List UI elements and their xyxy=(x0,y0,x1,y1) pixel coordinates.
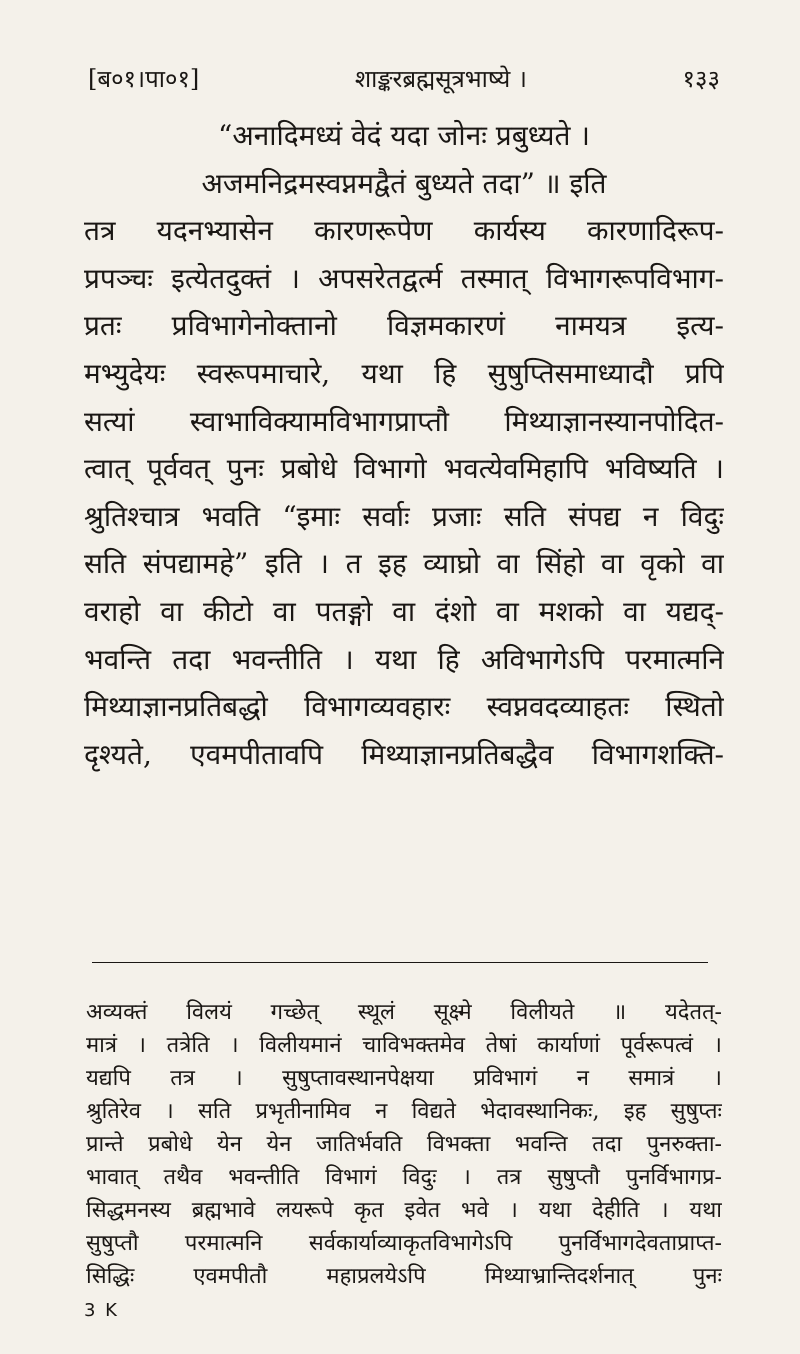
text-line: तत्र यदनभ्यासेन कारणरूपेण कार्यस्य कारणादिरूप- xyxy=(84,214,724,248)
note-line: सिद्धिः एवमपीतौ महाप्रलयेऽपि मिथ्याभ्रान्तिदर्शनात् पुनः xyxy=(86,1264,722,1289)
text-line: सत्यां स्वाभाविक्यामविभागप्राप्तौ मिथ्याज्ञानस्यानपोदित- xyxy=(84,404,724,438)
main-text xyxy=(84,112,724,778)
text-line: भवन्ति तदा भवन्तीति । यथा हि अविभागेऽपि परमात्मनि xyxy=(84,642,724,676)
text-line: मिथ्याज्ञानप्रतिबद्धो विभागव्यवहारः स्वप्नवदव्याहतः स्थितो xyxy=(84,690,724,724)
text-line: दृश्यते, एवमपीतावपि मिथ्याज्ञानप्रतिबद्धैव विभागशक्ति- xyxy=(84,737,724,771)
running-header xyxy=(88,58,720,98)
note-line: अव्यक्तं विलयं गच्छेत् स्थूलं सूक्ष्मे विलीयते ॥ यदेतत्- xyxy=(86,1000,722,1025)
text-line: प्रतः प्रविभागेनोक्तानो विज्ञमकारणं नामयत्र इत्य- xyxy=(84,309,724,343)
text-line: वराहो वा कीटो वा पतङ्गो वा दंशो वा मशको वा यद्यद्- xyxy=(84,594,724,628)
note-line: श्रुतिरेव । सति प्रभृतीनामिव न विद्यते भेदावस्थानिकः, इह सुषुप्तः xyxy=(86,1099,722,1124)
note-line: मात्रं । तत्रेति । विलीयमानं चाविभक्तमेव तेषां कार्याणां पूर्वरूपत्वं । xyxy=(86,1033,722,1058)
footnote-separator xyxy=(92,962,708,963)
signature-mark: 3 K xyxy=(84,1300,119,1321)
text-line: सति संपद्यामहे” इति । त इह व्याघ्रो वा सिंहो वा वृको वा xyxy=(84,547,724,581)
note-line: भावात् तथैव भवन्तीति विभागं विदुः । तत्र सुषुप्तौ पुनर्विभागप्र- xyxy=(86,1165,722,1190)
note-line: यद्यपि तत्र । सुषुप्तावस्थानपेक्षया प्रविभागं न समात्रं । xyxy=(86,1066,722,1091)
header-page-number: १३३ xyxy=(682,64,720,93)
note-line: सुषुप्तौ परमात्मनि सर्वकार्याव्याकृतविभागेऽपि पुनर्विभागदेवताप्राप्त- xyxy=(86,1231,722,1256)
text-line: त्वात् पूर्ववत् पुनः प्रबोधे विभागो भवत्येवमिहापि भविष्यति । xyxy=(84,452,724,486)
text-line: मभ्युदेयः स्वरूपमाचारे, यथा हि सुषुप्तिसमाध्यादौ प्रपि xyxy=(84,356,724,390)
footnotes xyxy=(86,996,722,1293)
note-line: सिद्धमनस्य ब्रह्मभावे लयरूपे कृत इवेत भवे । यथा देहीति । यथा xyxy=(86,1198,722,1223)
text-line: “अनादिमध्यं वेदं यदा जोनः प्रबुध्यते । xyxy=(218,119,590,152)
note-line: प्रान्ते प्रबोधे येन येन जातिर्भवति विभक्ता भवन्ति तदा पुनरुक्ता- xyxy=(86,1132,722,1157)
text-line: प्रपञ्चः इत्येतदुक्तं । अपसरेतद्वर्त्म तस्मात् विभागरूपविभाग- xyxy=(84,261,724,295)
header-title: शाङ्करब्रह्मसूत्रभाष्ये । xyxy=(354,64,528,93)
header-section-ref: [ब०१।पा०१] xyxy=(88,64,200,93)
text-line: अजमनिद्रमस्वप्नमद्वैतं बुध्यते तदा” ॥ इति xyxy=(201,166,607,200)
text-line: श्रुतिश्चात्र भवति “इमाः सर्वाः प्रजाः सति संपद्य न विदुः xyxy=(84,499,724,533)
